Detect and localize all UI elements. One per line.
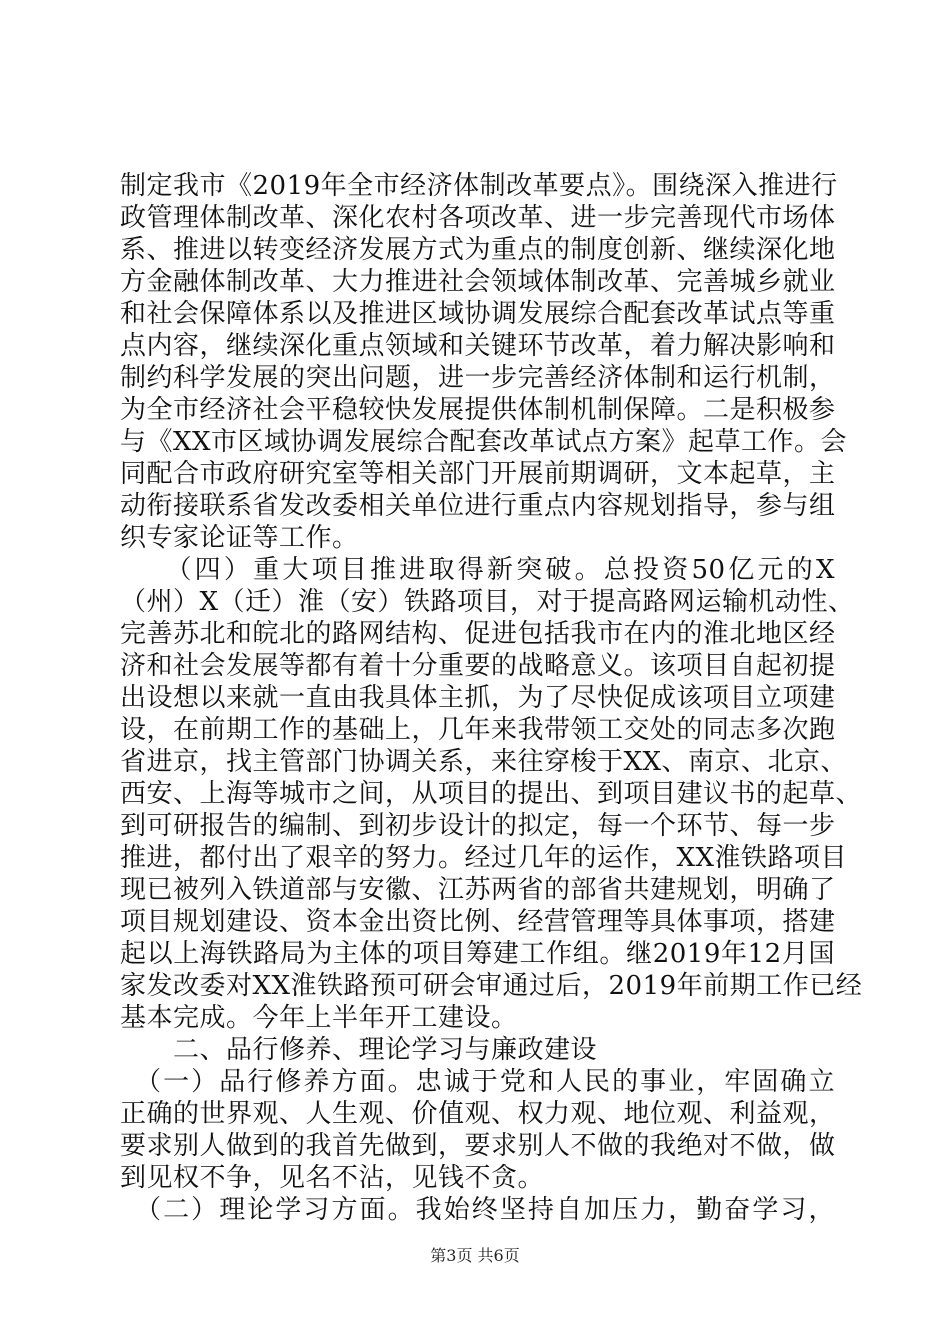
text-line: 制定我市《2019年全市经济体制改革要点》。围绕深入推进行: [120, 171, 838, 201]
text-line: 现已被列入铁道部与安徽、江苏两省的部省共建规划，明确了: [120, 875, 836, 905]
text-line: 系、推进以转变经济发展方式为重点的制度创新、继续深化地: [120, 235, 836, 265]
text-line: 起以上海铁路局为主体的项目筹建工作组。继2019年12月国: [120, 939, 835, 969]
text-line: （四）重大项目推进取得新突破。总投资50亿元的X: [120, 555, 835, 585]
text-line: 与《XX市区域协调发展综合配套改革试点方案》起草工作。会: [120, 427, 848, 457]
text-line: 正确的世界观、人生观、价值观、权力观、地位观、利益观，: [120, 1099, 836, 1129]
text-line: 省进京，找主管部门协调关系，来往穿梭于XX、南京、北京、: [120, 747, 848, 777]
text-line: 同配合市政府研究室等相关部门开展前期调研，文本起草，主: [120, 459, 836, 489]
text-line: 为全市经济社会平稳较快发展提供体制机制保障。二是积极参: [120, 395, 836, 425]
text-line: 家发改委对XX淮铁路预可研会审通过后，2019年前期工作已经: [120, 971, 863, 1001]
text-line: 西安、上海等城市之间，从项目的提出、到项目建议书的起草、: [120, 779, 863, 809]
text-line: 二、品行修养、理论学习与廉政建设: [120, 1035, 598, 1065]
text-line: 济和社会发展等都有着十分重要的战略意义。该项目自起初提: [120, 651, 836, 681]
text-line: 项目规划建设、资本金出资比例、经营管理等具体事项，搭建: [120, 907, 836, 937]
text-line: 点内容，继续深化重点领域和关键环节改革，着力解决影响和: [120, 331, 836, 361]
text-line: 动衔接联系省发改委相关单位进行重点内容规划指导，参与组: [120, 491, 836, 521]
text-line: 到可研报告的编制、到初步设计的拟定，每一个环节、每一步: [120, 811, 836, 841]
text-line: 设，在前期工作的基础上，几年来我带领工交处的同志多次跑: [120, 715, 836, 745]
text-line: 要求别人做到的我首先做到，要求别人不做的我绝对不做，做: [120, 1131, 836, 1161]
page-footer: 第3页 共6页: [430, 1246, 520, 1265]
text-line: （州）X（迁）淮（安）铁路项目，对于提高路网运输机动性、: [120, 587, 855, 617]
text-line: 推进，都付出了艰辛的努力。经过几年的运作，XX淮铁路项目: [120, 843, 848, 873]
text-line: 政管理体制改革、深化农村各项改革、进一步完善现代市场体: [120, 203, 836, 233]
text-line: （二）理论学习方面。我始终坚持自加压力，勤奋学习，: [120, 1195, 835, 1225]
text-line: 出设想以来就一直由我具体主抓，为了尽快促成该项目立项建: [120, 683, 836, 713]
text-line: 完善苏北和皖北的路网结构、促进包括我市在内的淮北地区经: [120, 619, 836, 649]
text-line: （一）品行修养方面。忠诚于党和人民的事业，牢固确立: [120, 1067, 835, 1097]
text-line: 基本完成。今年上半年开工建设。: [120, 1003, 518, 1033]
text-line: 织专家论证等工作。: [120, 523, 359, 553]
text-line: 制约科学发展的突出问题，进一步完善经济体制和运行机制，: [120, 363, 836, 393]
text-line: 方金融体制改革、大力推进社会领域体制改革、完善城乡就业: [120, 267, 836, 297]
text-line: 到见权不争，见名不沾，见钱不贪。: [120, 1163, 545, 1193]
text-line: 和社会保障体系以及推进区域协调发展综合配套改革试点等重: [120, 299, 836, 329]
body-text: [120, 170, 863, 1226]
